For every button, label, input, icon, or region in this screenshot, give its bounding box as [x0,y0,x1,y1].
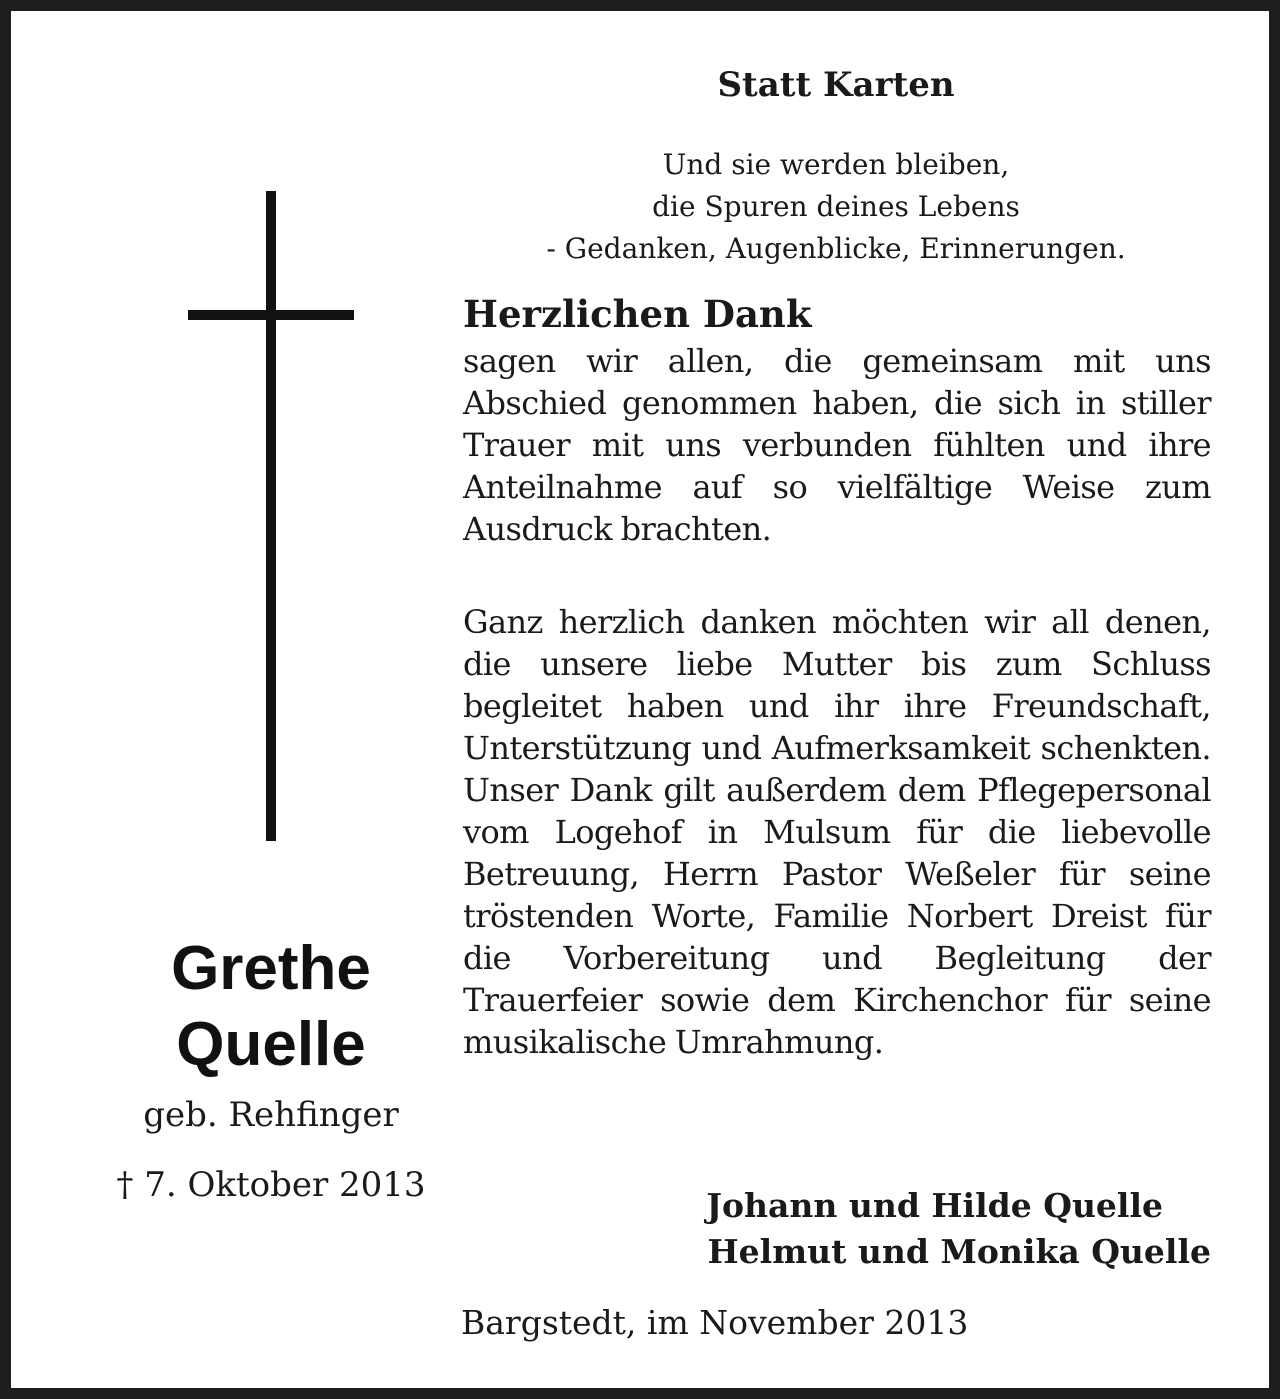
deceased-first-name: Grethe [171,934,371,1003]
signer: Helmut und Monika Quelle [707,1232,1211,1271]
deceased-death-date: † 7. Oktober 2013 [116,1165,426,1205]
place-date: Bargstedt, im November 2013 [461,1303,969,1342]
thanks-paragraph-2: Ganz herzlich danken möchten wir all denen, die unsere liebe Mutter bis zum Schluss begleitet haben und ihr ihre Freundschaft, Unterstützung und Aufmerksamkeit schenkten. Unser Dank gilt außerdem dem Pflegepersonal vom Logehof in Mulsum für die liebevolle Betreuung, Herrn Pastor Weßeler für seine tröstenden Worte, Familie Norbert Dreist für die Vorbereitung und Begleitung der Trauerfeier sowie dem Kirchenchor für seine musikalische Umrahmung. [463,603,1211,1061]
poem [461,144,1211,270]
notice-headline: Statt Karten [717,65,955,105]
signer: Johann und Hilde Quelle [706,1186,1163,1225]
poem-line: Und sie werden bleiben, [662,148,1010,181]
poem-line: - Gedanken, Augenblicke, Erinnerungen. [546,232,1126,265]
deceased-last-name: Quelle [176,1010,366,1079]
cross-icon-bar [188,310,354,320]
deceased-birth-name: geb. Rehfinger [143,1095,399,1135]
cross-icon [266,191,276,841]
poem-line: die Spuren deines Lebens [652,190,1020,223]
signers [461,1183,1211,1275]
thanks-title: Herzlichen Dank [463,292,812,336]
thanks-paragraph-1: sagen wir allen, die gemeinsam mit uns Abschied genommen haben, die sich in stiller Trauer mit uns verbunden fühlten und ihre Anteilnahme auf so vielfältige Weise zum Ausdruck brachten. [463,342,1211,548]
